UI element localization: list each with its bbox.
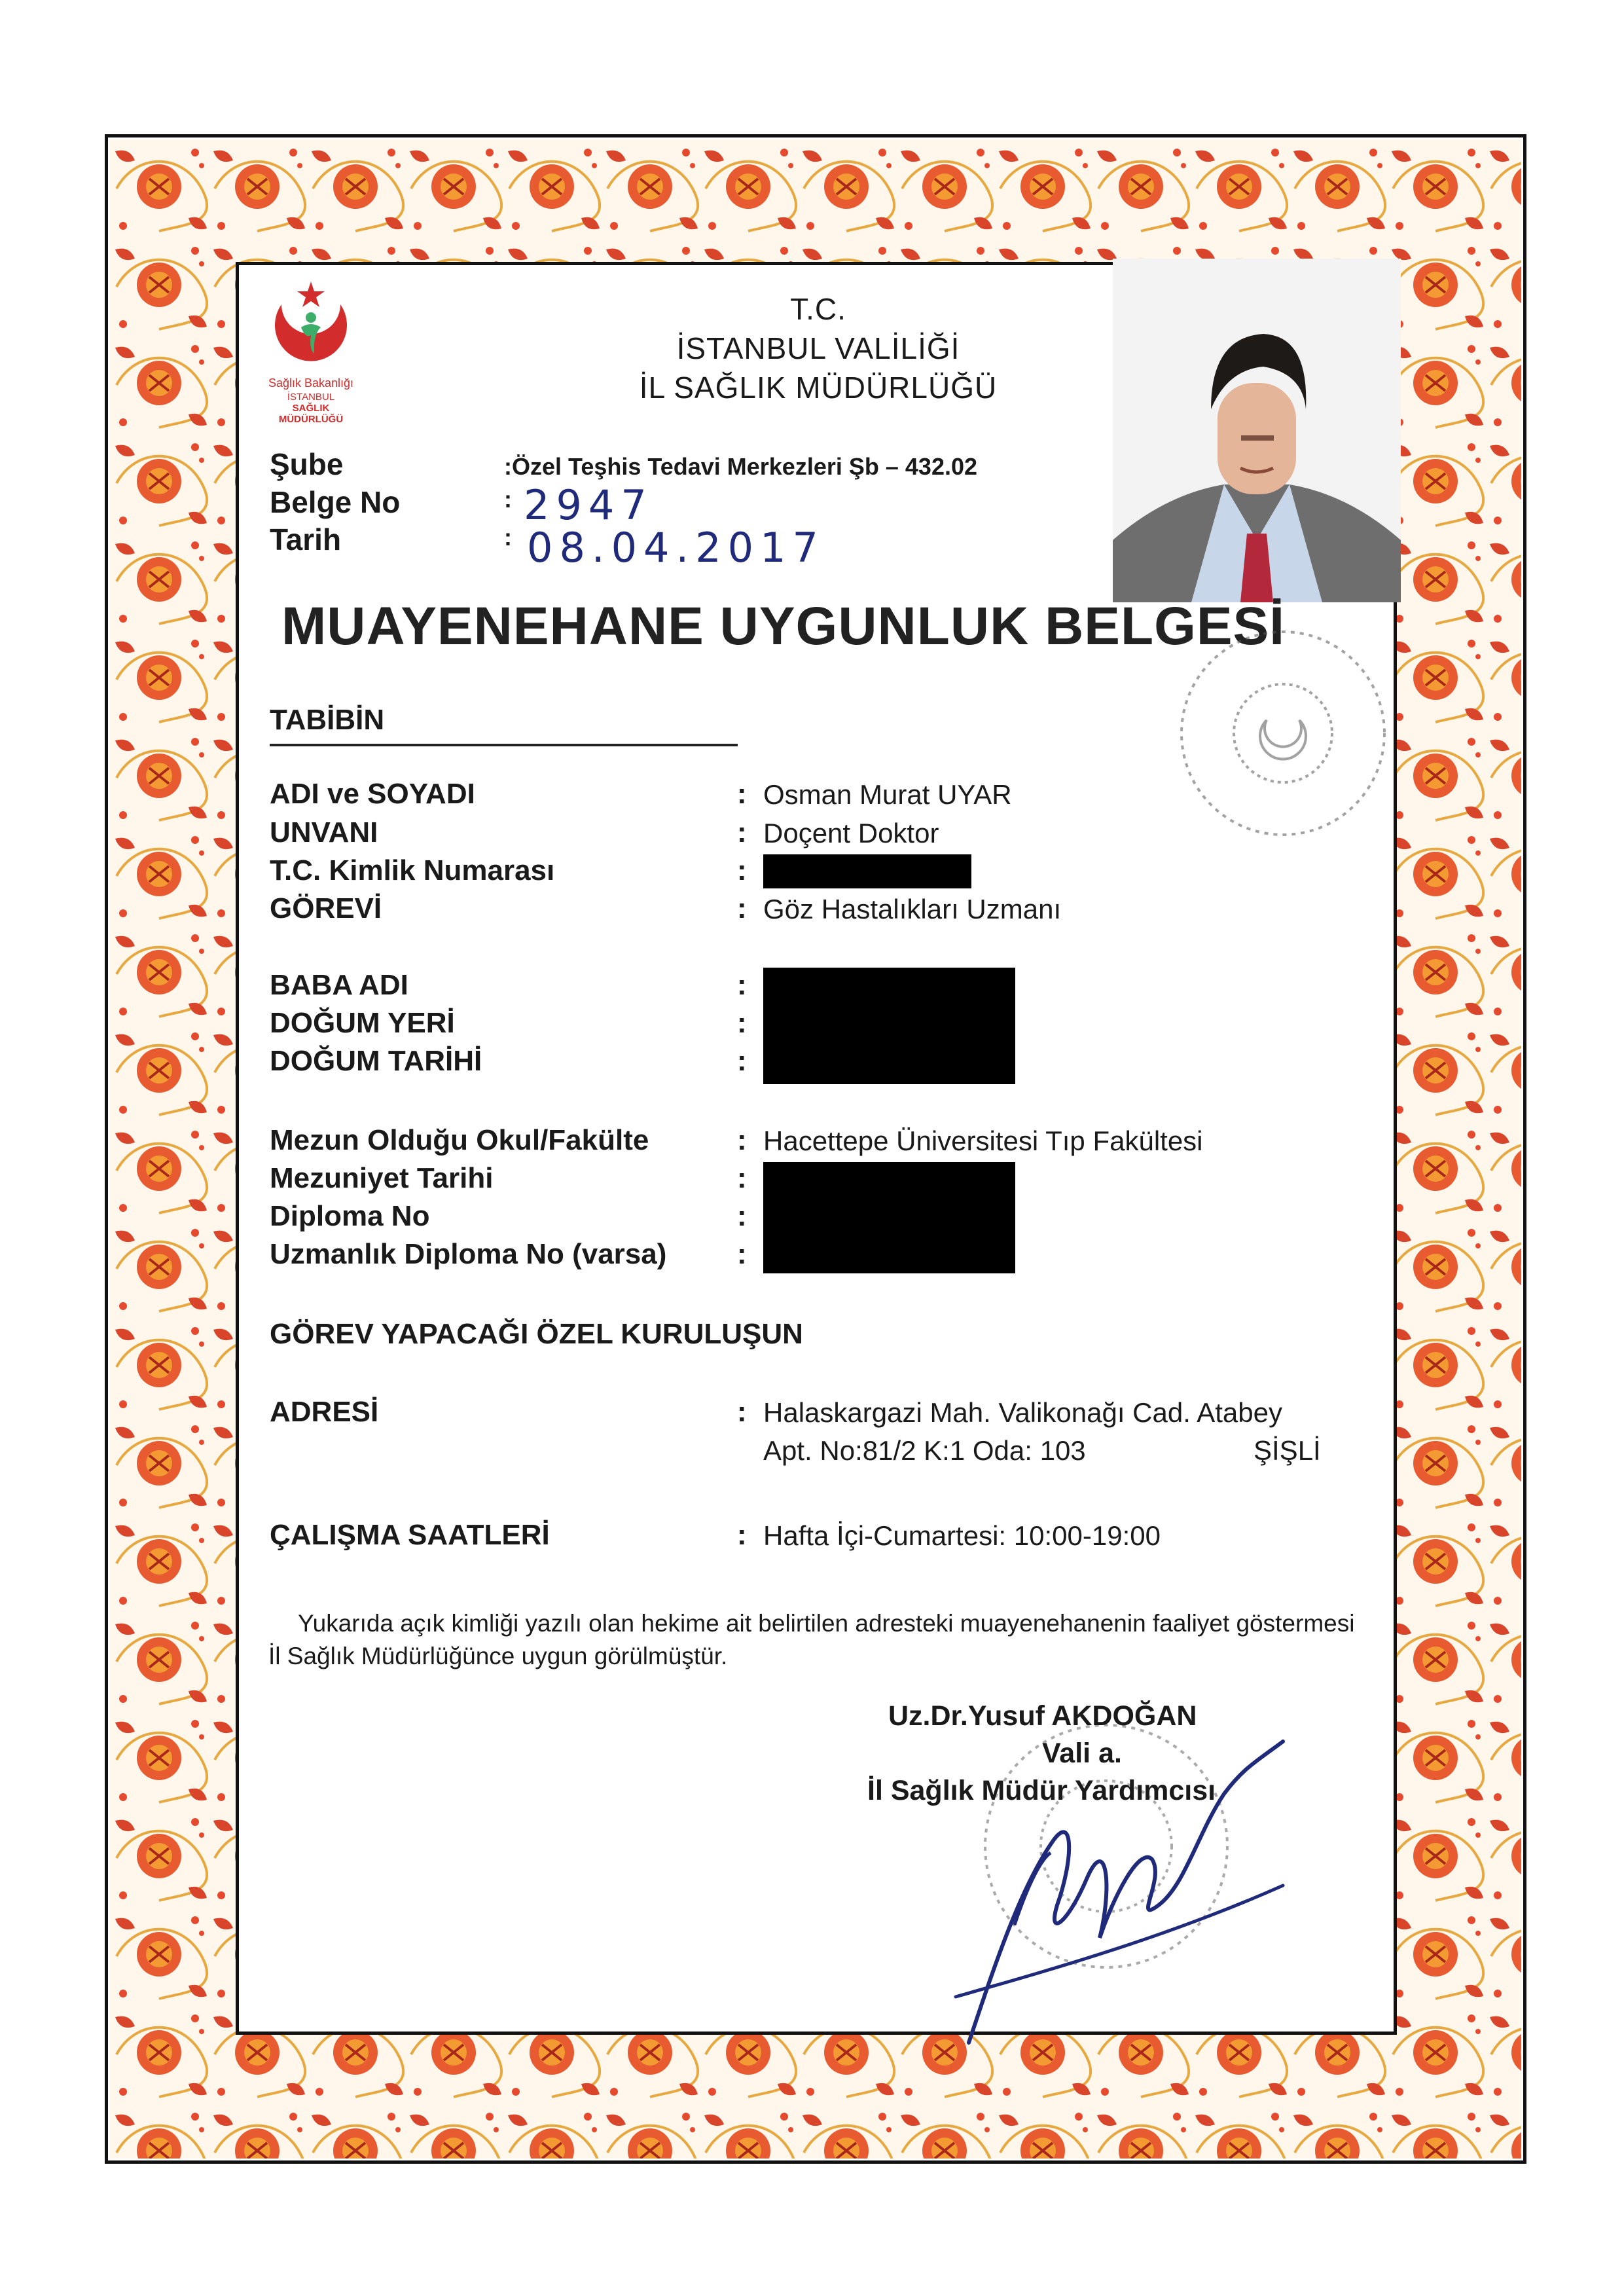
unvan-value: Doçent Doktor: [763, 818, 939, 848]
mezun-label: Mezun Olduğu Okul/Fakülte: [270, 1124, 649, 1156]
mezuniyet-tarihi-label: Mezuniyet Tarihi: [270, 1162, 494, 1194]
handwritten-signature: [916, 1689, 1322, 2056]
dogum-yeri-label: DOĞUM YERİ: [270, 1007, 455, 1039]
uzmanlik-diploma-label: Uzmanlık Diploma No (varsa): [270, 1238, 667, 1270]
tarih-label: Tarih: [270, 522, 342, 556]
logo-sub-line-2: SAĞLIK: [292, 403, 330, 414]
diploma-no-colon: :: [737, 1200, 747, 1232]
dogum-tarihi-label: DOĞUM TARİHİ: [270, 1045, 482, 1077]
adi-soyadi-label: ADI ve SOYADI: [270, 778, 475, 810]
header-valilik: İSTANBUL VALİLİĞİ: [676, 331, 960, 365]
tarih-handwritten: 08.04.2017: [527, 524, 825, 572]
belge-no-handwritten: 2947: [524, 481, 653, 529]
logo-subcaption: [249, 392, 373, 425]
baba-adi-label: BABA ADI: [270, 969, 408, 1001]
diploma-info-redaction: [763, 1162, 1015, 1273]
mezun-colon: :: [737, 1124, 747, 1156]
section-heading-tabib: TABİBİN: [270, 704, 385, 736]
belge-no-colon: :: [504, 486, 512, 513]
approval-statement: Yukarıda açık kimliği yazılı olan hekime ait belirtilen adresteki muayenehanenin faaliyet göstermesi İl Sağlık Müdürlüğünce uygun görülmüştür.: [268, 1610, 1355, 1669]
ministry-of-health-logo: [255, 278, 367, 376]
official-stamp-top: [1152, 622, 1414, 845]
adres-line-1: Halaskargazi Mah. Valikonağı Cad. Atabey: [763, 1397, 1282, 1428]
mezuniyet-tarihi-colon: :: [737, 1162, 747, 1194]
gorevi-value: Göz Hastalıkları Uzmanı: [763, 894, 1062, 924]
unvan-colon: :: [737, 816, 747, 848]
belge-no-label: Belge No: [270, 485, 401, 519]
calisma-saatleri-label: ÇALIŞMA SAATLERİ: [270, 1519, 550, 1551]
diploma-no-label: Diploma No: [270, 1200, 430, 1232]
tc-kimlik-redaction: [763, 854, 971, 888]
adres-district: ŞİŞLİ: [1254, 1435, 1321, 1466]
calisma-saatleri-colon: :: [737, 1519, 747, 1551]
adi-soyadi-value: Osman Murat UYAR: [763, 779, 1012, 810]
adres-line-2: Apt. No:81/2 K:1 Oda: 103: [763, 1435, 1086, 1466]
gorevi-colon: :: [737, 892, 747, 924]
logo-sub-line-3: MÜDÜRLÜĞÜ: [278, 414, 344, 425]
tc-kimlik-colon: :: [737, 854, 747, 886]
doctor-photo: [1113, 259, 1401, 602]
adres-colon: :: [737, 1396, 747, 1428]
calisma-saatleri-value: Hafta İçi-Cumartesi: 10:00-19:00: [763, 1520, 1161, 1551]
mezun-value: Hacettepe Üniversitesi Tıp Fakültesi: [763, 1125, 1203, 1156]
section-underline: [270, 744, 738, 746]
header-mudurluk: İL SAĞLIK MÜDÜRLÜĞÜ: [639, 371, 998, 405]
dogum-tarihi-colon: :: [737, 1045, 747, 1077]
section-heading-kurulus: GÖREV YAPACAĞI ÖZEL KURULUŞUN: [270, 1318, 803, 1350]
tarih-colon: :: [504, 524, 512, 551]
uzmanlik-diploma-colon: :: [737, 1238, 747, 1270]
personal-info-redaction: [763, 968, 1015, 1084]
adi-soyadi-colon: :: [737, 778, 747, 810]
unvan-label: UNVANI: [270, 816, 378, 848]
logo-caption: Sağlık Bakanlığı: [268, 376, 354, 390]
baba-adi-colon: :: [737, 969, 747, 1001]
document-title: MUAYENEHANE UYGUNLUK BELGESİ: [281, 596, 1286, 656]
dogum-yeri-colon: :: [737, 1007, 747, 1039]
signatory-line-2: Vali a.: [1042, 1738, 1122, 1769]
tc-kimlik-label: T.C. Kimlik Numarası: [270, 854, 555, 886]
gorevi-label: GÖREVİ: [270, 892, 382, 924]
sube-label: Şube: [270, 447, 344, 481]
logo-sub-line-1: İSTANBUL: [287, 392, 335, 403]
signatory-name: Uz.Dr.Yusuf AKDOĞAN: [888, 1700, 1197, 1732]
sube-value: :Özel Teşhis Tedavi Merkezleri Şb – 432.02: [504, 453, 978, 480]
signatory-title: İl Sağlık Müdür Yardımcısı: [867, 1775, 1216, 1806]
header-tc: T.C.: [790, 292, 846, 326]
adres-label: ADRESİ: [270, 1396, 379, 1428]
